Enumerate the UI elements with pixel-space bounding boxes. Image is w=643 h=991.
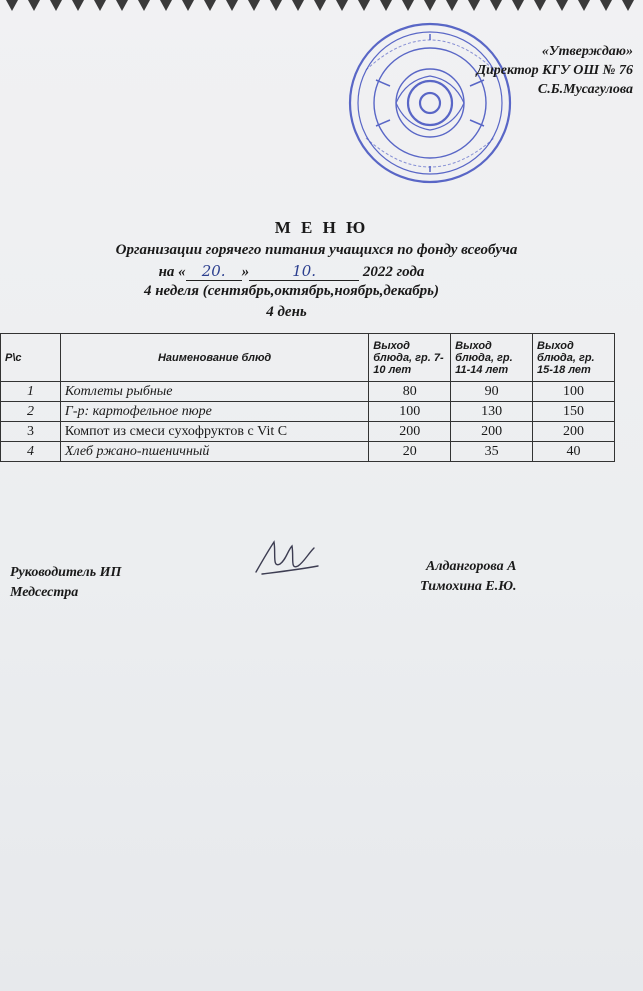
- dish-name: Хлеб ржано-пшеничный: [60, 442, 368, 462]
- portion-7-10: 20: [369, 442, 451, 462]
- signer-left-2: Медсестра: [10, 585, 79, 600]
- row-number: 2: [1, 402, 61, 422]
- portion-15-18: 100: [533, 382, 615, 402]
- handwritten-signature: [252, 528, 322, 584]
- portion-7-10: 80: [369, 382, 451, 402]
- portion-11-14: 35: [451, 442, 533, 462]
- dish-name: Компот из смеси сухофруктов с Vit C: [60, 422, 368, 442]
- page-title: М Е Н Ю: [274, 218, 369, 237]
- date-day: 20.: [186, 262, 242, 281]
- portion-11-14: 90: [451, 382, 533, 402]
- approval-line-1: «Утверждаю»: [541, 44, 633, 59]
- binding-strip: [0, 0, 643, 14]
- portion-7-10: 200: [369, 422, 451, 442]
- date-mid: »: [241, 264, 250, 280]
- page-subtitle: Организации горячего питания учащихся по фонду всеобуча: [115, 242, 518, 258]
- portion-7-10: 100: [369, 402, 451, 422]
- approval-line-3: С.Б.Мусагулова: [537, 82, 633, 97]
- signer-right-2: Тимохина Е.Ю.: [420, 579, 517, 594]
- menu-table: [0, 333, 615, 462]
- col-portion-7-10: Выход блюда, гр. 7-10 лет: [369, 334, 451, 382]
- col-portion-11-14: Выход блюда, гр. 11-14 лет: [451, 334, 533, 382]
- approval-block: [476, 42, 633, 99]
- day-line: 4 день: [266, 304, 307, 320]
- table-row: [1, 402, 615, 422]
- portion-15-18: 200: [533, 422, 615, 442]
- signer-right-1: Алдангорова А: [426, 559, 517, 574]
- table-row: [1, 442, 615, 462]
- dish-name: Г-р: картофельное пюре: [60, 402, 368, 422]
- table-row: [1, 422, 615, 442]
- date-month: 10.: [249, 262, 359, 281]
- portion-11-14: 200: [451, 422, 533, 442]
- portion-15-18: 150: [533, 402, 615, 422]
- col-number: Р\с: [1, 334, 61, 382]
- row-number: 4: [1, 442, 61, 462]
- date-line: [0, 262, 613, 281]
- signer-left-1: Руководитель ИП: [10, 565, 122, 580]
- approval-line-2: Директор КГУ ОШ № 76: [476, 63, 633, 78]
- portion-11-14: 130: [451, 402, 533, 422]
- date-prefix: на «: [158, 264, 186, 280]
- dish-name: Котлеты рыбные: [60, 382, 368, 402]
- date-suffix: 2022 года: [359, 264, 425, 280]
- week-line: 4 неделя (сентябрь,октябрь,ноябрь,декабрь): [143, 283, 440, 299]
- table-row: [1, 382, 615, 402]
- row-number: 1: [1, 382, 61, 402]
- col-portion-15-18: Выход блюда, гр. 15-18 лет: [533, 334, 615, 382]
- portion-15-18: 40: [533, 442, 615, 462]
- table-header-row: [1, 334, 615, 382]
- row-number: 3: [1, 422, 61, 442]
- col-dish-name: Наименование блюд: [60, 334, 368, 382]
